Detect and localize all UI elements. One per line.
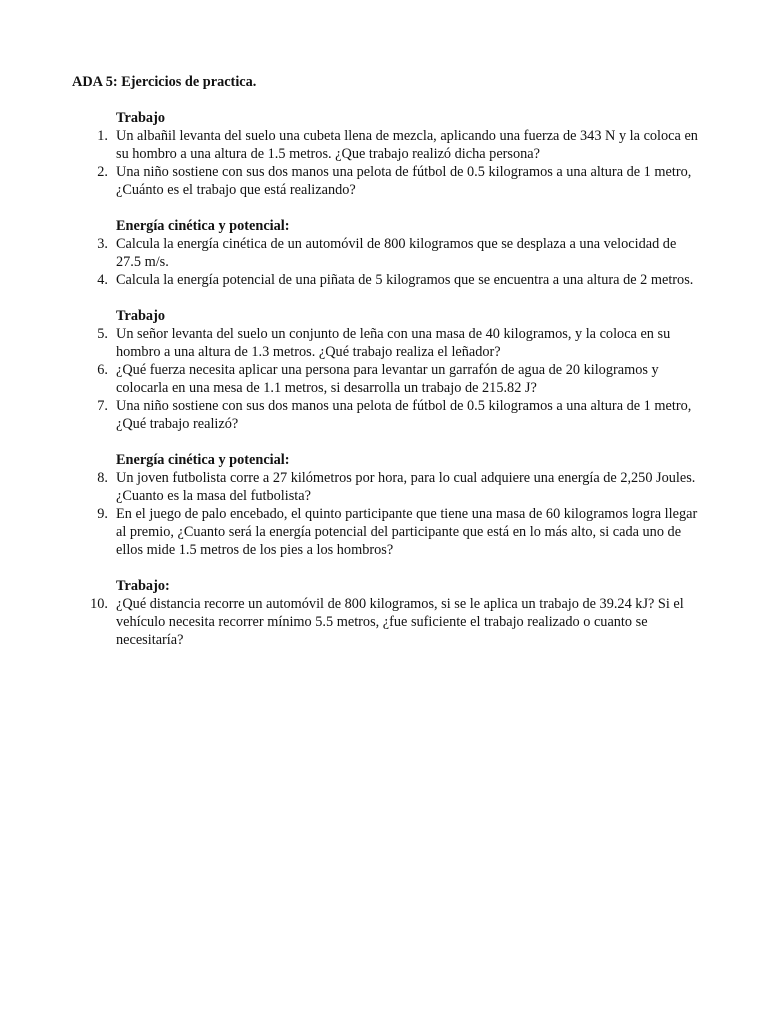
exercise-text: Una niño sostiene con sus dos manos una pelota de fútbol de 0.5 kilogramos a una altura de 1 metro, ¿Cuánto es el trabajo que está realizando?: [116, 164, 692, 198]
section-heading: Trabajo: [116, 308, 165, 324]
exercise-text: En el juego de palo encebado, el quinto participante que tiene una masa de 60 kilogramos logra llegar al premio, ¿Cuanto será la energía potencial del participante que está en lo más alto, si cada uno de ellos mide 1.5 metros de los pies a los hombros?: [116, 506, 698, 558]
section-energia-1: [72, 217, 702, 289]
exercise-number: 6.: [97, 362, 108, 378]
exercise-number: 2.: [97, 164, 108, 180]
exercise-item: [72, 361, 702, 397]
exercise-text: ¿Qué distancia recorre un automóvil de 800 kilogramos, si se le aplica un trabajo de 39.24 kJ? Si el vehículo necesita recorrer mínimo 5.5 metros, ¿fue suficiente el trabajo realizado o cuanto se necesitaría?: [116, 596, 684, 648]
exercise-item: [72, 271, 702, 289]
exercise-number: 7.: [97, 398, 108, 414]
exercise-text: Un joven futbolista corre a 27 kilómetros por hora, para lo cual adquiere una energía de 2,250 Joules. ¿Cuanto es la masa del futbolista?: [116, 470, 696, 504]
section-heading: Energía cinética y potencial:: [116, 218, 290, 234]
document-page: [72, 73, 702, 667]
exercise-item: [72, 505, 702, 559]
section-heading: Trabajo:: [116, 578, 170, 594]
exercise-text: Calcula la energía potencial de una piñata de 5 kilogramos que se encuentra a una altura de 2 metros.: [116, 272, 694, 288]
exercise-item: [72, 469, 702, 505]
exercise-number: 4.: [97, 272, 108, 288]
exercise-number: 3.: [97, 236, 108, 252]
section-heading: Trabajo: [116, 110, 165, 126]
exercise-item: [72, 235, 702, 271]
exercise-text: ¿Qué fuerza necesita aplicar una persona para levantar un garrafón de agua de 20 kilogramos y colocarla en una mesa de 1.1 metros, si desarrolla un trabajo de 215.82 J?: [116, 362, 659, 396]
exercise-item: [72, 127, 702, 163]
exercise-item: [72, 325, 702, 361]
section-trabajo-1: [72, 109, 702, 199]
exercise-item: [72, 163, 702, 199]
exercise-item: [72, 595, 702, 649]
document-title: ADA 5: Ejercicios de practica.: [72, 74, 257, 90]
section-trabajo-2: [72, 307, 702, 433]
exercise-number: 9.: [97, 506, 108, 522]
exercise-number: 10.: [90, 596, 108, 612]
exercise-item: [72, 397, 702, 433]
exercise-number: 5.: [97, 326, 108, 342]
exercise-text: Calcula la energía cinética de un automóvil de 800 kilogramos que se desplaza a una velocidad de 27.5 m/s.: [116, 236, 677, 270]
exercise-text: Un albañil levanta del suelo una cubeta llena de mezcla, aplicando una fuerza de 343 N y la coloca en su hombro a una altura de 1.5 metros. ¿Que trabajo realizó dicha persona?: [116, 128, 698, 162]
section-heading: Energía cinética y potencial:: [116, 452, 290, 468]
section-trabajo-3: [72, 577, 702, 649]
section-energia-2: [72, 451, 702, 559]
exercise-text: Un señor levanta del suelo un conjunto de leña con una masa de 40 kilogramos, y la coloca en su hombro a una altura de 1.3 metros. ¿Qué trabajo realiza el leñador?: [116, 326, 671, 360]
exercise-number: 8.: [97, 470, 108, 486]
exercise-text: Una niño sostiene con sus dos manos una pelota de fútbol de 0.5 kilogramos a una altura de 1 metro, ¿Qué trabajo realizó?: [116, 398, 692, 432]
exercise-number: 1.: [97, 128, 108, 144]
